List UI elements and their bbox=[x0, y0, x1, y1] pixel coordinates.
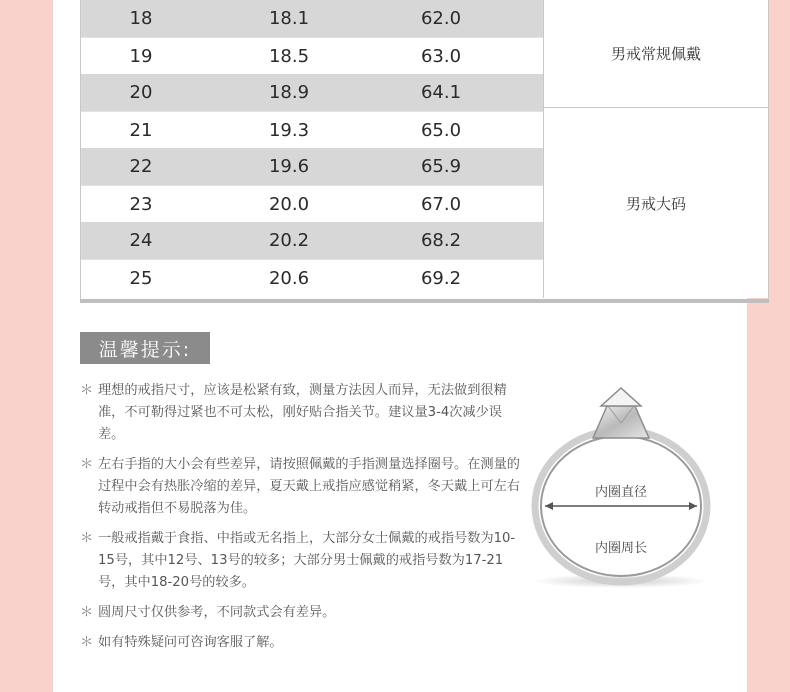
circumference-cell: 63.0 bbox=[420, 45, 462, 67]
table-row bbox=[81, 259, 543, 296]
table-row bbox=[81, 74, 543, 111]
asterisk-icon: ＊ bbox=[80, 635, 94, 650]
diameter-cell: 18.5 bbox=[268, 45, 310, 67]
tip-text: 一般戒指戴于食指、中指或无名指上，大部分女士佩戴的戒指号数为10-15号，其中12号、13号的较多；大部分男士佩戴的戒指号数为17-21号，其中18-20号的较多。 bbox=[98, 531, 516, 590]
tip-item bbox=[80, 454, 520, 520]
diameter-cell: 18.9 bbox=[268, 82, 310, 103]
table-bottom-border bbox=[80, 299, 769, 303]
asterisk-icon: ＊ bbox=[80, 383, 94, 398]
tip-text: 如有特殊疑问可咨询客服了解。 bbox=[98, 635, 283, 650]
circumference-cell: 65.9 bbox=[420, 156, 462, 177]
table-row bbox=[81, 148, 543, 185]
tip-item bbox=[80, 380, 520, 446]
size-cell: 25 bbox=[129, 267, 153, 289]
size-cell: 20 bbox=[129, 82, 153, 103]
diameter-cell: 20.0 bbox=[268, 193, 310, 215]
size-cell: 24 bbox=[129, 230, 153, 251]
tip-item bbox=[80, 602, 520, 624]
table-row bbox=[81, 222, 543, 259]
circumference-cell: 64.1 bbox=[420, 82, 462, 103]
diameter-cell: 20.2 bbox=[268, 230, 310, 251]
tips-heading: 温馨提示: bbox=[80, 332, 210, 364]
inner-circumference-label: 内圈周长 bbox=[594, 541, 648, 556]
diameter-cell: 19.3 bbox=[268, 119, 310, 141]
table-row bbox=[81, 111, 543, 148]
ring-diagram bbox=[523, 378, 713, 588]
table-row bbox=[81, 185, 543, 222]
diameter-cell: 19.6 bbox=[268, 156, 310, 177]
inner-diameter-label: 内圈直径 bbox=[594, 485, 648, 500]
size-table bbox=[80, 0, 769, 300]
diameter-cell: 18.1 bbox=[268, 8, 310, 29]
size-cell: 19 bbox=[129, 45, 153, 67]
table-row bbox=[81, 0, 543, 37]
size-cell: 21 bbox=[129, 119, 153, 141]
size-cell: 18 bbox=[129, 8, 153, 29]
asterisk-icon: ＊ bbox=[80, 605, 94, 620]
group-label-regular: 男戒常规佩戴 bbox=[543, 0, 768, 108]
table-row bbox=[81, 37, 543, 74]
tip-text: 理想的戒指尺寸，应该是松紧有致，测量方法因人而异，无法做到很精准，不可勒得过紧也不可太松，刚好贴合指关节。建议量3-4次减少误差。 bbox=[98, 383, 507, 442]
tip-text: 圆周尺寸仅供参考，不同款式会有差异。 bbox=[98, 605, 336, 620]
tips-list bbox=[80, 380, 520, 662]
circumference-cell: 69.2 bbox=[420, 267, 462, 289]
ring-setting bbox=[593, 406, 649, 438]
tip-item bbox=[80, 528, 520, 594]
size-cell: 22 bbox=[129, 156, 153, 177]
circumference-cell: 67.0 bbox=[420, 193, 462, 215]
diameter-cell: 20.6 bbox=[268, 267, 310, 289]
circumference-cell: 62.0 bbox=[420, 8, 462, 29]
size-cell: 23 bbox=[129, 193, 153, 215]
group-label-large: 男戒大码 bbox=[543, 108, 768, 298]
tip-item bbox=[80, 632, 520, 654]
asterisk-icon: ＊ bbox=[80, 457, 94, 472]
diamond-icon bbox=[601, 388, 641, 406]
circumference-cell: 65.0 bbox=[420, 119, 462, 141]
asterisk-icon: ＊ bbox=[80, 531, 94, 546]
tip-text: 左右手指的大小会有些差异，请按照佩戴的手指测量选择圈号。在测量的过程中会有热胀冷缩的差异，夏天戴上戒指应感觉稍紧，冬天戴上可左右转动戒指但不易脱落为佳。 bbox=[98, 457, 520, 516]
content-panel bbox=[53, 0, 747, 692]
circumference-cell: 68.2 bbox=[420, 230, 462, 251]
